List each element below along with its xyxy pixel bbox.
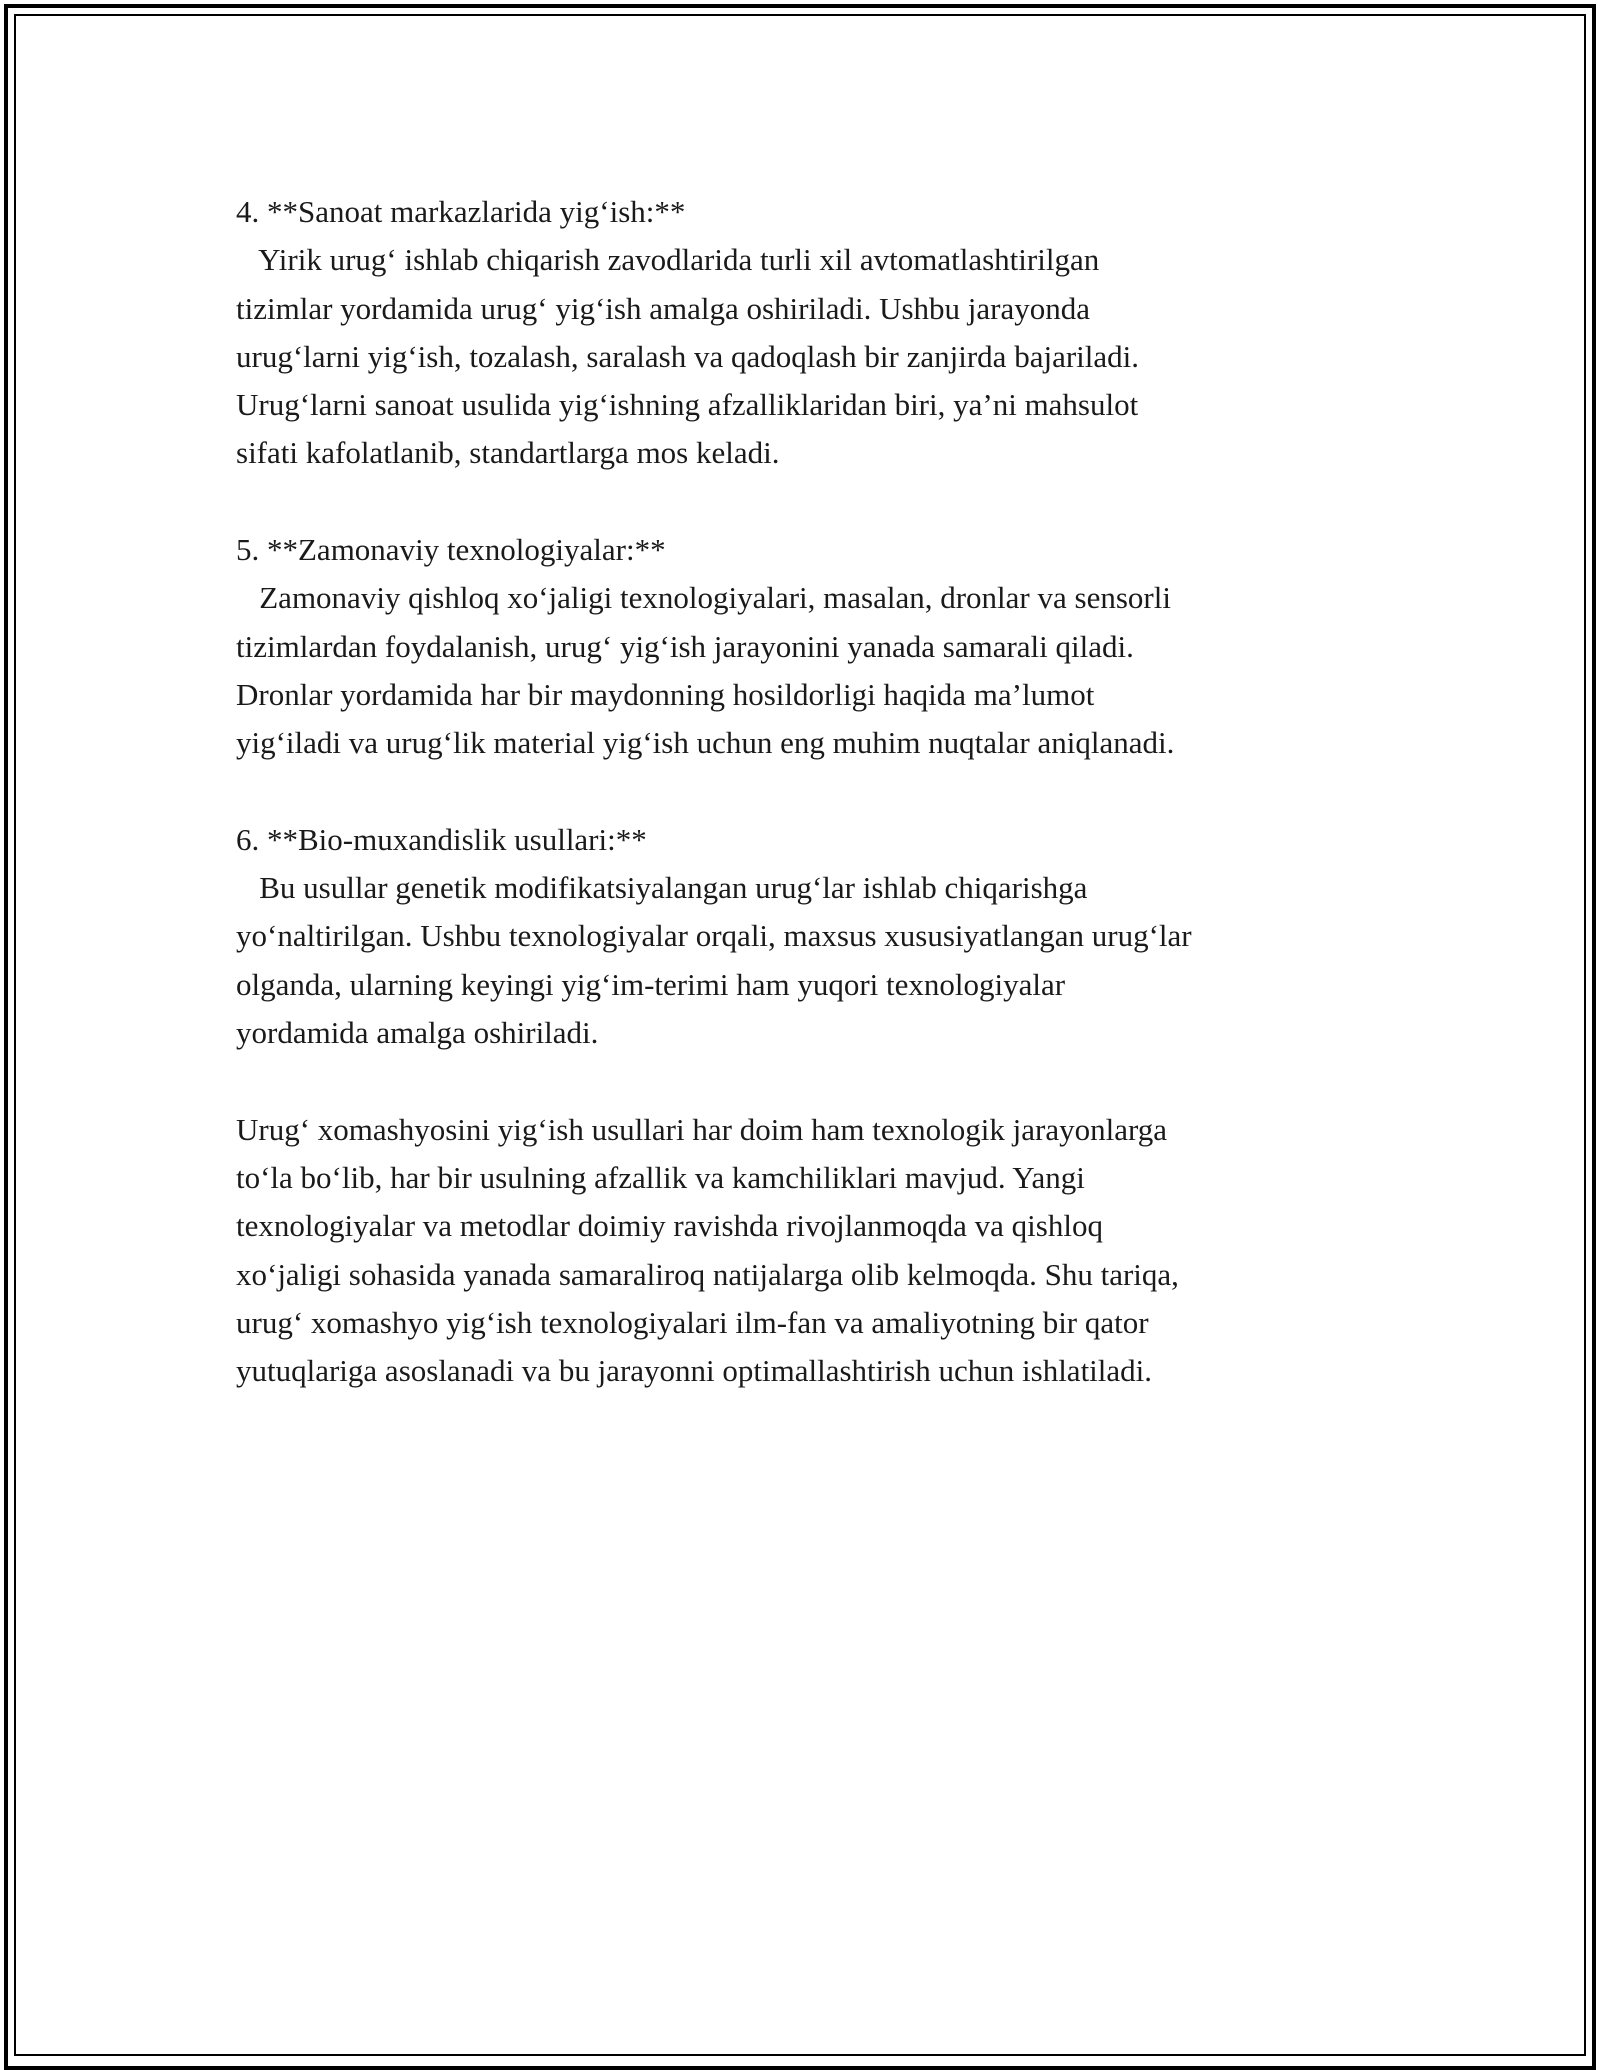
paragraph-line: urug‘larni yig‘ish, tozalash, saralash va qadoqlash bir zanjirda bajariladi. [236, 338, 1139, 374]
paragraph-line: Urug‘larni sanoat usulida yig‘ishning afzalliklaridan biri, ya’ni mahsulot [236, 387, 1139, 423]
section-6 [236, 816, 1386, 1057]
paragraph-line: urug‘ xomashyo yig‘ish texnologiyalari ilm-fan va amaliyotning bir qator [236, 1304, 1149, 1340]
paragraph-line: tizimlar yordamida urug‘ yig‘ish amalga oshiriladi. Ushbu jarayonda [236, 290, 1090, 326]
paragraph-line: Dronlar yordamida har bir maydonning hosildorligi haqida ma’lumot [236, 676, 1095, 712]
section-5 [236, 526, 1386, 767]
paragraph-line: tizimlardan foydalanish, urug‘ yig‘ish jarayonini yanada samarali qiladi. [236, 628, 1134, 664]
section-4 [236, 188, 1386, 478]
section-heading: 4. **Sanoat markazlarida yig‘ish:** [236, 194, 686, 229]
paragraph-line: Zamonaviy qishloq xo‘jaligi texnologiyalari, masalan, dronlar va sensorli [236, 580, 1171, 616]
document-body [236, 188, 1386, 1395]
paragraph-line: Bu usullar genetik modifikatsiyalangan urug‘lar ishlab chiqarishga [236, 870, 1088, 906]
paragraph-line: texnologiyalar va metodlar doimiy ravishda rivojlanmoqda va qishloq [236, 1208, 1103, 1244]
paragraph-line: yo‘naltirilgan. Ushbu texnologiyalar orqali, maxsus xususiyatlangan urug‘lar [236, 918, 1192, 954]
paragraph-line: xo‘jaligi sohasida yanada samaraliroq natijalarga olib kelmoqda. Shu tariqa, [236, 1256, 1179, 1292]
paragraph-line: to‘la bo‘lib, har bir usulning afzallik va kamchiliklari mavjud. Yangi [236, 1159, 1085, 1195]
paragraph-line: Urug‘ xomashyosini yig‘ish usullari har doim ham texnologik jarayonlarga [236, 1111, 1167, 1147]
section-heading: 5. **Zamonaviy texnologiyalar:** [236, 532, 666, 568]
paragraph-line: sifati kafolatlanib, standartlarga mos keladi. [236, 435, 780, 471]
conclusion-paragraph [236, 1106, 1386, 1396]
paragraph-line: yig‘iladi va urug‘lik material yig‘ish uchun eng muhim nuqtalar aniqlanadi. [236, 725, 1175, 761]
paragraph-line: Yirik urug‘ ishlab chiqarish zavodlarida turli xil avtomatlashtirilgan [236, 242, 1100, 278]
paragraph-gap [236, 1057, 1386, 1105]
paragraph-line: olganda, ularning keyingi yig‘im-terimi ham yuqori texnologiyalar [236, 966, 1066, 1002]
paragraph-gap [236, 768, 1386, 816]
paragraph-line: yutuqlariga asoslanadi va bu jarayonni optimallashtirish uchun ishlatiladi. [236, 1353, 1153, 1389]
paragraph-line: yordamida amalga oshiriladi. [236, 1015, 599, 1051]
section-heading: 6. **Bio-muxandislik usullari:** [236, 821, 647, 857]
paragraph-gap [236, 478, 1386, 526]
